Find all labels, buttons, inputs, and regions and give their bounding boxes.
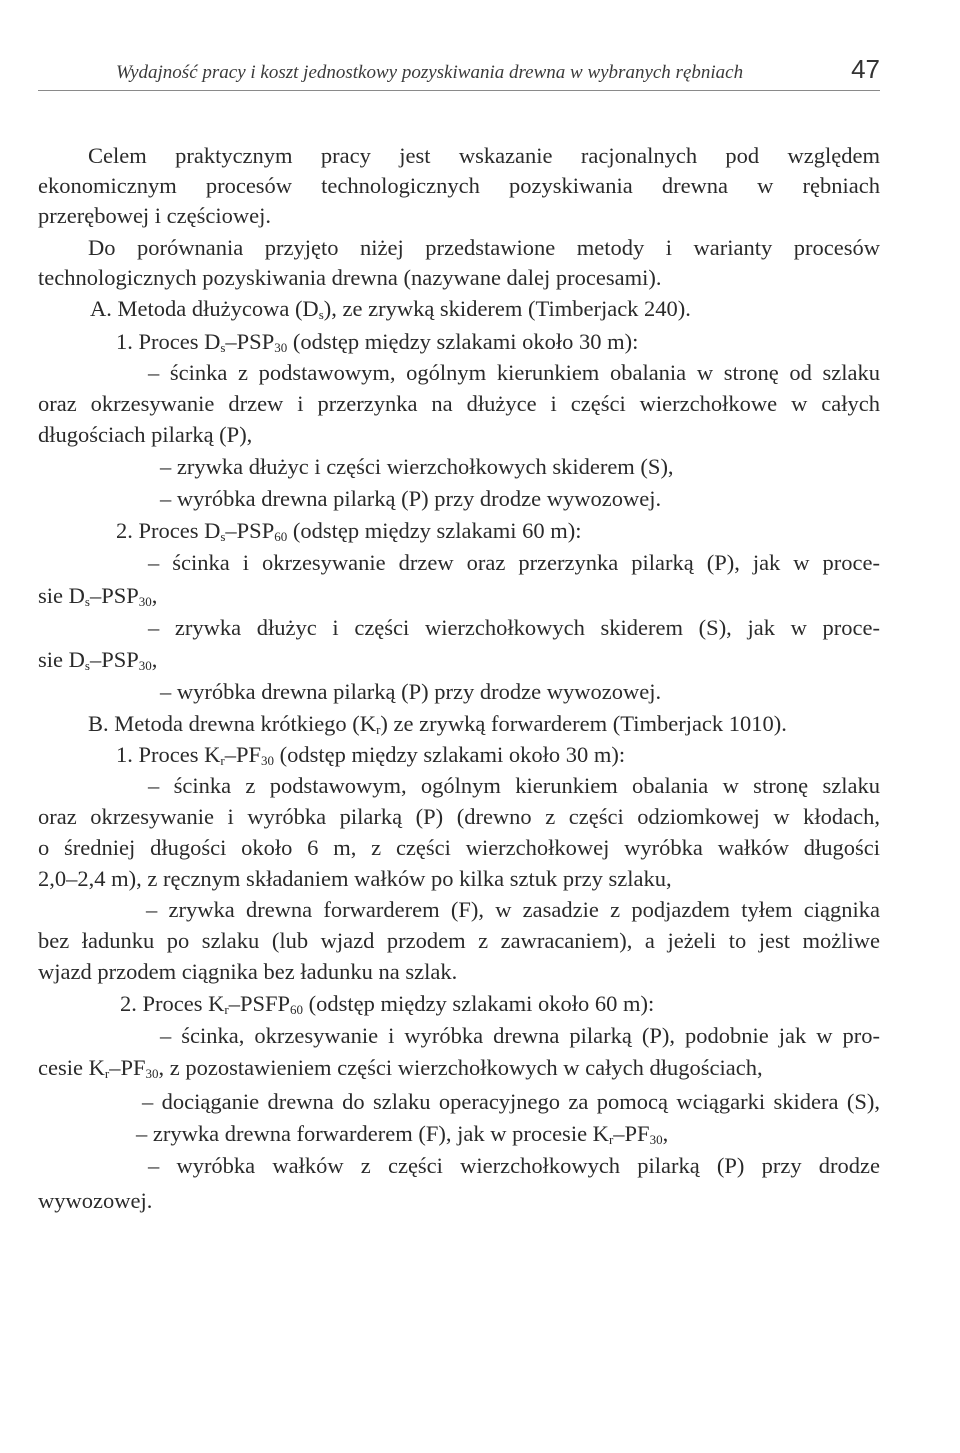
body-line: przerębowej i częściowej. (38, 203, 271, 228)
body-line: – wyróbka wałków z części wierzchołkowych pilarką (P) przy drodze (148, 1153, 880, 1178)
body-line: – ścinka z podstawowym, ogólnym kierunkiem obalania w stronę od szlaku (148, 360, 880, 385)
body-line: oraz okrzesywanie drzew i przerzynka na dłużyce i części wierzchołkowe w całych (38, 391, 880, 416)
body-line: – wyróbka drewna pilarką (P) przy drodze wywozowej. (160, 679, 662, 704)
running-header (38, 56, 880, 91)
body-line: – ścinka i okrzesywanie drzew oraz przerzynka pilarką (P), jak w proce- (148, 550, 880, 575)
body-line: – wyróbka drewna pilarką (P) przy drodze wywozowej. (160, 486, 662, 511)
body-line: ekonomicznym procesów technologicznych pozyskiwania drewna w rębniach (38, 173, 880, 198)
body-line: bez ładunku po szlaku (lub wjazd przodem z zawracaniem), a jeżeli to jest możliwe (38, 928, 880, 953)
body-line: wjazd przodem ciągnika bez ładunku na szlak. (38, 959, 458, 984)
body-line: sie $D_s-PSP_{30}$, (38, 647, 158, 673)
body-line: oraz okrzesywanie i wyróbka pilarką (P) (drewno z części odziomkowej w kłodach, (38, 804, 880, 829)
body-line: – dociąganie drewna do szlaku operacyjnego za pomocą wciągarki skidera (S), (142, 1089, 880, 1114)
body-line: o średniej długości około 6 m, z części wierzchołkowej wyróbka wałków długości (38, 835, 880, 860)
body-line: Celem praktycznym pracy jest wskazanie racjonalnych pod względem (88, 143, 880, 168)
method-b-heading: B. Metoda drewna krótkiego $(K_r)$ ze zrywką forwarderem (Timberjack 1010). (88, 711, 787, 737)
running-head-title: Wydajność pracy i koszt jednostkowy pozyskiwania drewna w wybranych rębniach (116, 62, 744, 83)
process-heading: 1. Proces $K_r-PF_{30}$ (odstęp między szlakami około 30 m): (116, 742, 626, 768)
process-heading: 2. Proces $D_s-PSP_{60}$ (odstęp między szlakami 60 m): (116, 518, 582, 544)
method-a-heading: A. Metoda dłużycowa $(D_s)$, ze zrywką skiderem (Timberjack 240). (90, 296, 691, 322)
body-line: cesie $K_r-PF_{30}$, z pozostawieniem części wierzchołkowych w całych długościach, (38, 1055, 763, 1081)
body-line: Do porównania przyjęto niżej przedstawione metody i warianty procesów (88, 235, 880, 260)
body-line: – ścinka, okrzesywanie i wyróbka drewna pilarką (P), podobnie jak w pro- (160, 1023, 880, 1048)
body-line: – zrywka drewna forwarderem (F), jak w procesie $K_r-PF_{30}$, (136, 1121, 669, 1147)
body-line: – zrywka drewna forwarderem (F), w zasadzie z podjazdem tyłem ciągnika (146, 897, 880, 922)
body-line: wywozowej. (38, 1188, 153, 1213)
body-line: technologicznych pozyskiwania drewna (nazywane dalej procesami). (38, 265, 662, 290)
page-number: 47 (851, 54, 880, 84)
body-line: – ścinka z podstawowym, ogólnym kierunkiem obalania w stronę szlaku (148, 773, 880, 798)
body-line: 2,0–2,4 m), z ręcznym składaniem wałków po kilka sztuk przy szlaku, (38, 866, 672, 891)
process-heading: 2. Proces $K_r-PSFP_{60}$ (odstęp między szlakami około 60 m): (120, 991, 655, 1017)
body-line: długościach pilarką (P), (38, 422, 253, 447)
process-heading: 1. Proces $D_s-PSP_{30}$ (odstęp między szlakami około 30 m): (116, 329, 639, 355)
body-line: – zrywka dłużyc i części wierzchołkowych skiderem (S), jak w proce- (148, 615, 880, 640)
body-line: – zrywka dłużyc i części wierzchołkowych skiderem (S), (160, 454, 674, 479)
body-line: sie $D_s-PSP_{30}$, (38, 583, 158, 609)
